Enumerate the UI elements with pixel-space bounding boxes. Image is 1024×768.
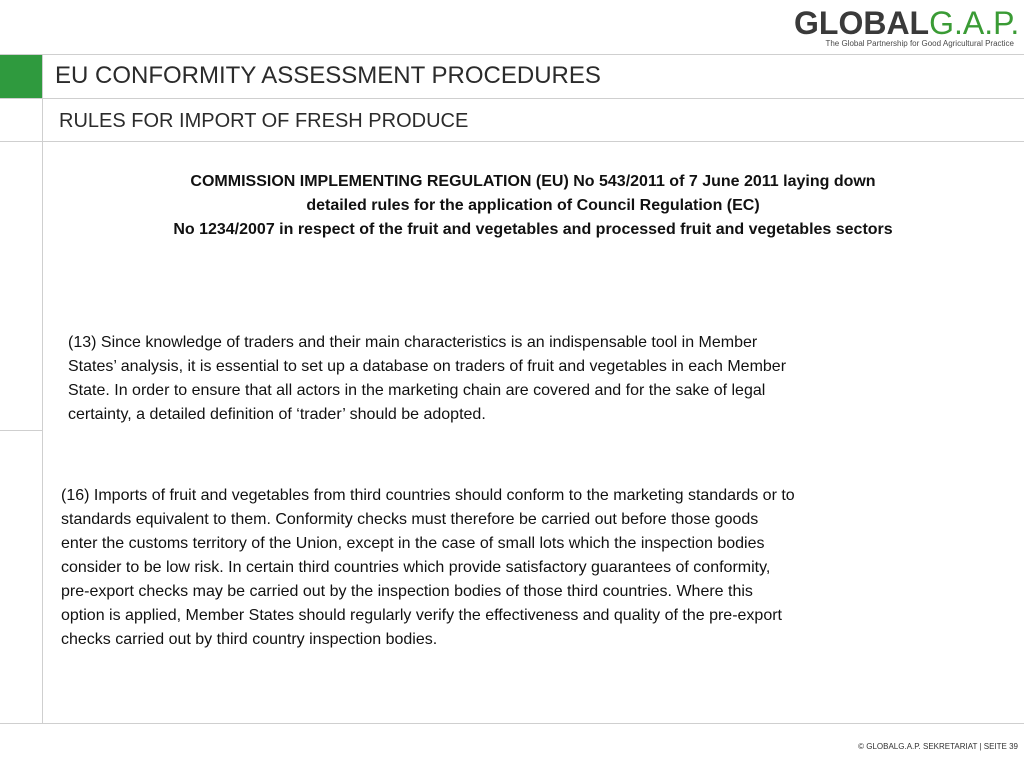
page-title: EU CONFORMITY ASSESSMENT PROCEDURES (55, 62, 601, 89)
left-vertical-divider (42, 55, 43, 723)
paragraph-line: checks carried out by third country inspection bodies. (61, 631, 438, 648)
regulation-line: COMMISSION IMPLEMENTING REGULATION (EU) No 543/2011 of 7 June 2011 laying down (190, 173, 876, 190)
page-subtitle: RULES FOR IMPORT OF FRESH PRODUCE (59, 110, 469, 132)
logo-wordmark (794, 5, 1020, 41)
subtitle-divider (0, 141, 1024, 142)
regulation-heading (48, 170, 1018, 242)
title-divider (0, 98, 1024, 99)
paragraph-line: certainty, a detailed definition of ‘trader’ should be adopted. (68, 406, 486, 423)
footer-divider (0, 723, 1024, 724)
paragraph-13 (68, 331, 786, 427)
paragraph-line: State. In order to ensure that all actors in the marketing chain are covered and for the sake of legal (68, 382, 766, 399)
paragraph-16 (61, 484, 795, 652)
header-top-divider (0, 54, 1024, 55)
paragraph-line: enter the customs territory of the Union, except in the case of small lots which the inspection bodies (61, 535, 765, 552)
logo-brand-accent: G.A.P. (929, 5, 1020, 41)
globalgap-logo (794, 5, 1020, 48)
title-accent-block (0, 55, 42, 98)
logo-tagline: The Global Partnership for Good Agricultural Practice (825, 39, 1014, 48)
paragraph-line: States’ analysis, it is essential to set up a database on traders of fruit and vegetables in each Member (68, 358, 787, 375)
paragraph-line: (13) Since knowledge of traders and their main characteristics is an indispensable tool in Member (68, 334, 758, 351)
footer-copyright: © GLOBALG.A.P. SEKRETARIAT | SEITE 39 (858, 742, 1018, 751)
paragraph-line: option is applied, Member States should regularly verify the effectiveness and quality of the pre-export (61, 607, 782, 624)
paragraph-line: (16) Imports of fruit and vegetables from third countries should conform to the marketing standards or to (61, 487, 795, 504)
left-tick-divider (0, 430, 42, 431)
logo-brand-main: GLOBAL (794, 5, 930, 41)
paragraph-line: standards equivalent to them. Conformity checks must therefore be carried out before those goods (61, 511, 759, 528)
paragraph-line: consider to be low risk. In certain third countries which provide satisfactory guarantees of conformity, (61, 559, 771, 576)
paragraph-line: pre-export checks may be carried out by the inspection bodies of those third countries. Where this (61, 583, 753, 600)
regulation-line: detailed rules for the application of Council Regulation (EC) (306, 197, 760, 214)
regulation-line: No 1234/2007 in respect of the fruit and vegetables and processed fruit and vegetables sectors (173, 221, 893, 238)
